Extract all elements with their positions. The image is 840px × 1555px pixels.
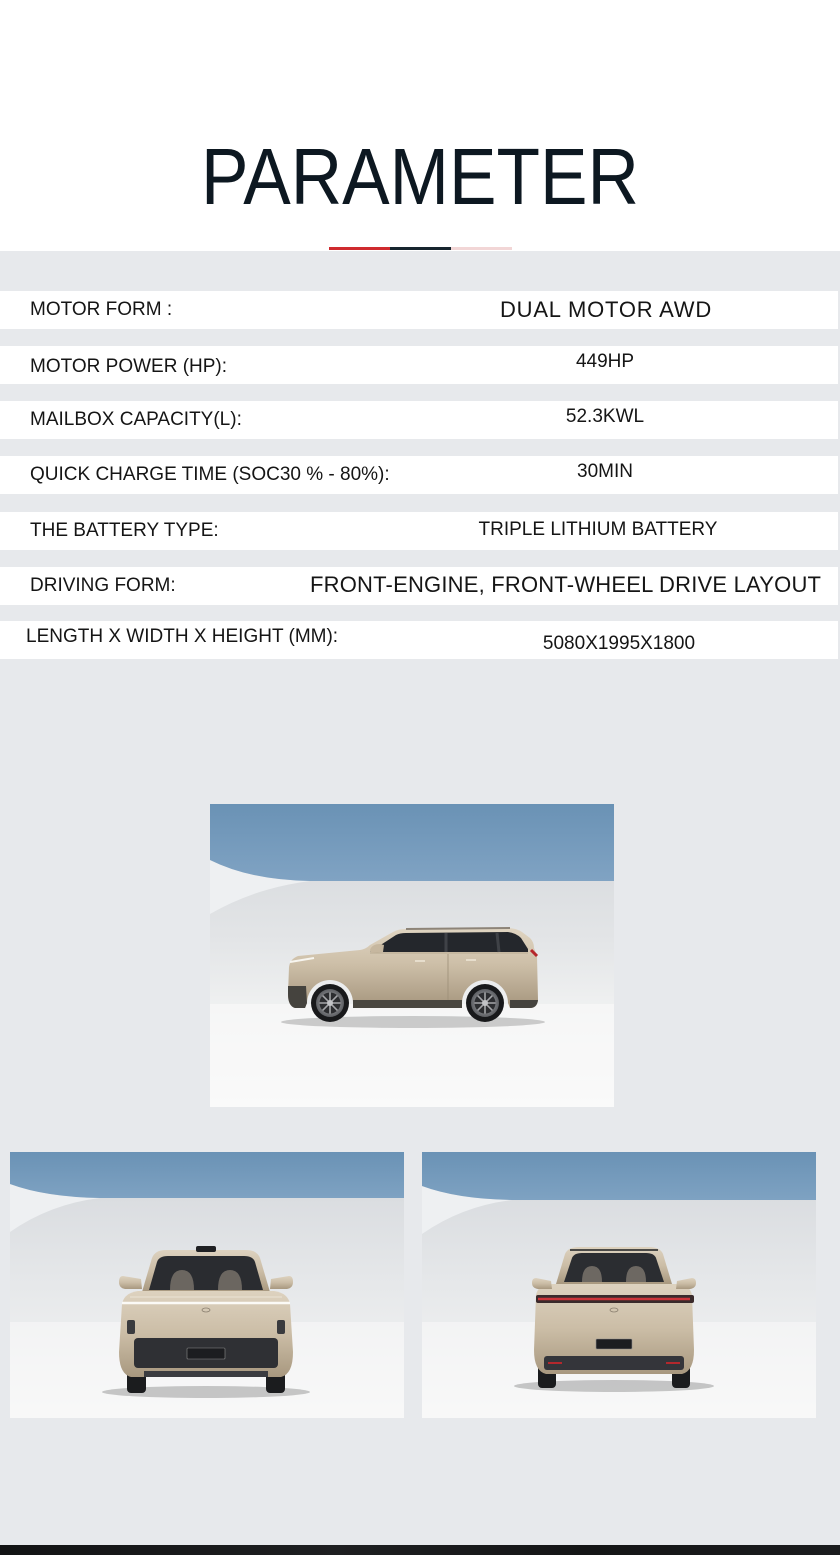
- sky-backdrop: [10, 1152, 404, 1198]
- spec-value: 52.3KWL: [565, 406, 645, 427]
- spec-value: DUAL MOTOR AWD: [499, 297, 713, 322]
- spec-value: 30MIN: [577, 461, 633, 482]
- side-view-artwork: [210, 804, 614, 1107]
- license-plate: [596, 1339, 632, 1349]
- spec-label: MOTOR FORM :: [30, 299, 173, 320]
- rear-bumper-lower: [510, 1000, 538, 1008]
- rear-window: [564, 1253, 664, 1282]
- front-view-artwork: [10, 1152, 404, 1418]
- next-section-edge: [0, 1545, 840, 1555]
- product-photo-front: [10, 1152, 404, 1418]
- sky-backdrop: [422, 1152, 816, 1200]
- windshield: [149, 1256, 263, 1290]
- product-photo-rear: [422, 1152, 816, 1418]
- rear-wheel: [466, 984, 504, 1022]
- rear-bumper-lower: [544, 1356, 684, 1370]
- spec-label: THE BATTERY TYPE:: [30, 520, 219, 541]
- spec-row-dimensions: [0, 621, 838, 659]
- right-lamp: [277, 1320, 285, 1334]
- spec-row-motor-power: [0, 346, 838, 384]
- roof-lidar: [196, 1246, 216, 1252]
- divider-segment-pink: [451, 247, 512, 250]
- rear-view-artwork: [422, 1152, 816, 1418]
- spec-label: DRIVING FORM:: [30, 575, 176, 596]
- c-pillar: [497, 933, 499, 952]
- header-area: [0, 0, 840, 251]
- roof-rail: [406, 928, 510, 929]
- spec-row-battery-type: [0, 512, 838, 550]
- divider-segment-dark: [390, 247, 451, 250]
- page-title-text: PARAMETER: [201, 132, 639, 221]
- title-divider: [329, 247, 512, 250]
- divider-segment-red: [329, 247, 390, 250]
- left-lamp: [127, 1320, 135, 1334]
- front-wheel: [311, 984, 349, 1022]
- front-bumper-lower: [288, 986, 307, 1008]
- spec-row-quick-charge-time: [0, 456, 838, 494]
- product-photo-side: [210, 804, 614, 1107]
- spec-label: QUICK CHARGE TIME (SOC30 % - 80%):: [30, 464, 390, 485]
- skid-plate: [144, 1371, 268, 1377]
- spec-label: MOTOR POWER (HP):: [30, 356, 228, 377]
- spec-value: 5080X1995X1800: [542, 633, 696, 654]
- spec-label: LENGTH X WIDTH X HEIGHT (MM):: [26, 626, 339, 647]
- page-title: [0, 132, 840, 221]
- spec-row-mailbox-capacity: [0, 401, 838, 439]
- spec-value: TRIPLE LITHIUM BATTERY: [478, 519, 718, 540]
- license-plate: [187, 1348, 225, 1359]
- sky-backdrop: [210, 804, 614, 881]
- spec-row-driving-form: [0, 567, 838, 605]
- spec-label: MAILBOX CAPACITY(L):: [30, 409, 242, 430]
- rocker-trim: [353, 1000, 462, 1008]
- spec-row-motor-form: [0, 291, 838, 329]
- spec-value: FRONT-ENGINE, FRONT-WHEEL DRIVE LAYOUT: [310, 572, 822, 597]
- spec-value: 449HP: [575, 351, 635, 372]
